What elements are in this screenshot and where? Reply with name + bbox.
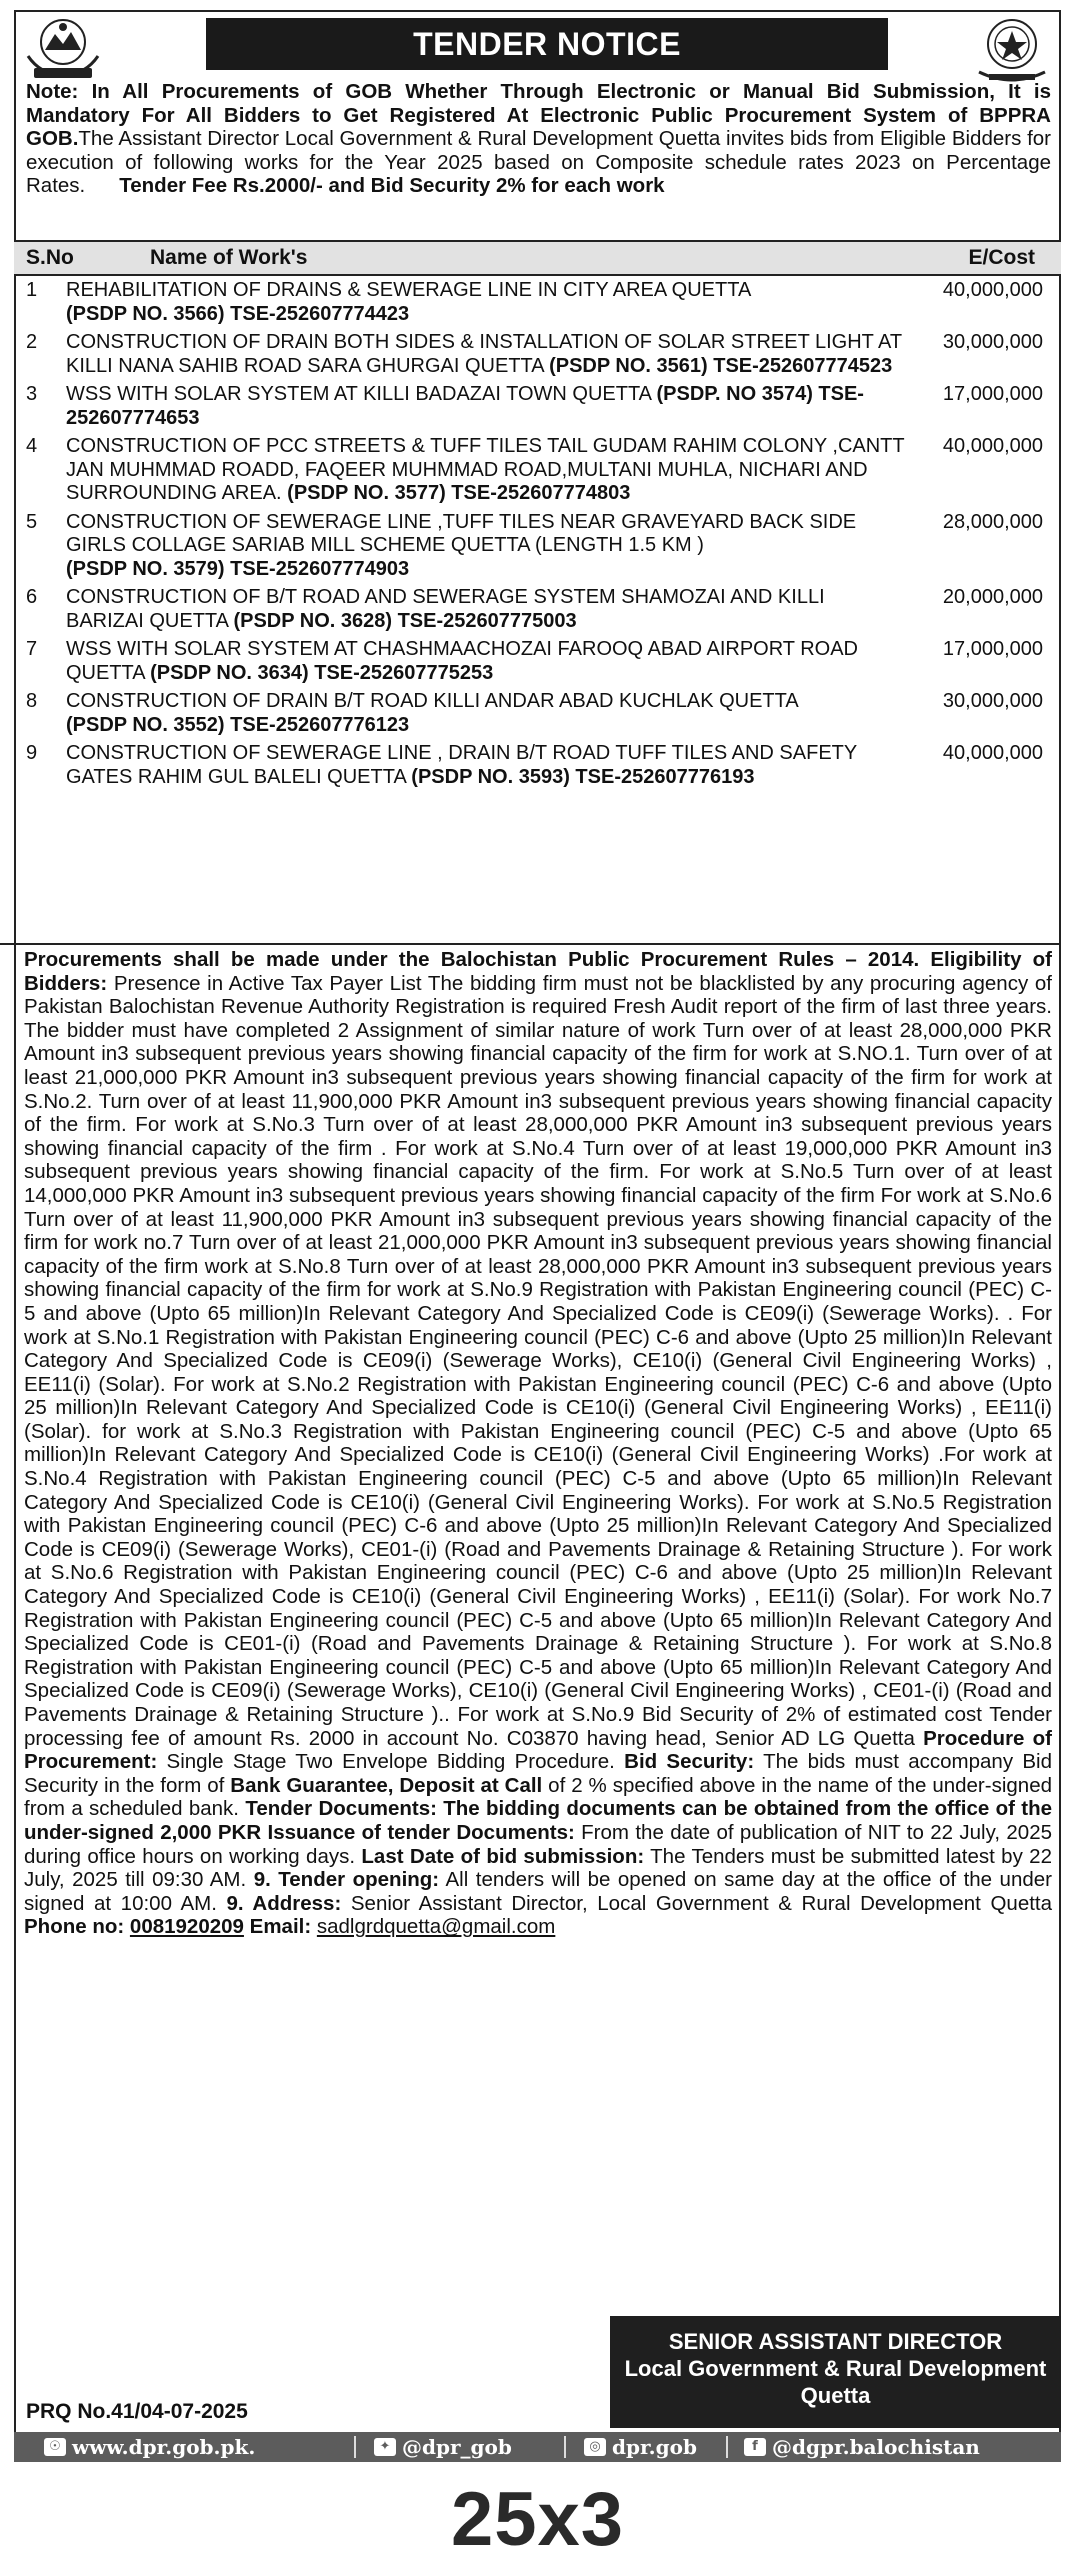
eligibility-text: Presence in Active Tax Payer List The bidding firm must not be blacklisted by any procuring agency of Pakistan Balochistan Revenue Authority Registration is required Fresh Audit report of the firm of last three years. The bidder must have completed 2 Assignment of similar nature of work Turn over of at least 28,000,000 PKR Amount in3 subsequent previous years showing financial capacity of the firm for work at S.NO.1. Turn over of at least 21,000,000 PKR Amount in3 subsequent previous years showing financial capacity of the firm for work at S.No.2. Turn over of at least 11,900,000 PKR Amount in3 subsequent previous years showing financial capacity of the firm. For work at S.No.3 Turn over of at least 28,000,000 PKR Amount in3 subsequent previous years showing financial capacity of the firm . For work at S.No.4 Turn over of at least 19,000,000 PKR Amount in3 subsequent previous years showing financial capacity of the firm. For work at S.No.5 Turn over of at least 14,000,000 PKR Amount in3 subsequent previous years showing financial capacity of the firm For work at S.No.6 Turn over of at least 11,900,000 PKR Amount in3 subsequent previous years showing financial capacity of the firm for work no.7 Turn over of at least 21,000,000 PKR Amount in3 subsequent previous years showing financial capacity of the firm work at S.No.8 Turn over of at least 28,000,000 PKR Amount in3 subsequent previous years showing financial capacity of the firm for work at S.No.9 Registration with Pakistan Engineering council (PEC) C-5 and above (Upto 65 million)In Relevant Category And Specialized Code is CE09(i) (Sewerage Works). . For work at S.No.1 Registration with Pakistan Engineering council (PEC) C-6 and above (Upto 25 million)In Relevant Category And Specialized Code is CE09(i) (Sewerage Works), CE10(i) (General Civil Engineering Works) , EE11(i) (Solar). For work at S.No.2 Registration with Pakistan Engineering council (PEC) C-6 and above (Upto 25 million)In Relevant Category And Specialized Code is CE10(i) (General Civil Engineering Works) , EE11(i) (Solar). for work at S.No.3 Registration with Pakistan Engineering council (PEC) C-5 and above (Upto 65 million)In Relevant Category And Specialized Code is CE10(i) (General Civil Engineering Works) .For work at S.No.4 Registration with Pakistan Engineering council (PEC) C-5 and above (Upto 65 million)In Relevant Category And Specialized Code is CE10(i) (General Civil Engineering Works). For work at S.No.5 Registration with Pakistan Engineering council (PEC) C-6 and above (Upto 25 million)In Relevant Category And Specialized Code is CE09(i) (Sewerage Works), CE01-(i) (Road and Pavements Drainage & Retaining Structure ). For work at S.No.6 Registration with Pakistan Engineering council (PEC) C-6 and above (Upto 25 million)In Relevant Category And Specialized Code is CE10(i) (General Civil Engineering Works) , EE11(i) (Solar). For work No.7 Registration with Pakistan Engineering council (PEC) C-5 and above (Upto 65 million)In Relevant Category And Specialized Code is CE01-(i) (Road and Pavements Drainage & Retaining Structure ). For work at S.No.8 Registration with Pakistan Engineering council (PEC) C-5 and above (Upto 65 million)In Relevant Category And Specialized Code is CE09(i) (Sewerage Works), CE10(i) (General Civil Engineering Works) , CE01-(i) (Road and Pavements Drainage & Retaining Structure ).. For work at S.No.9 Bid Security of 2% of estimated cost Tender processing fee of amount Rs. 2000 in account No. C03870 having head, Senior AD LG Quetta: [24, 971, 1052, 1750]
row-cost: 40,000,000: [942, 279, 1043, 301]
last-date-label: Last Date of bid submission:: [361, 1844, 645, 1868]
documents-heading: Tender Documents: The bidding documents can be obtained from the office of the under-signed 2,000 PKR Issuance of tender Documents:: [24, 1797, 1052, 1844]
government-seal-right-icon: [969, 12, 1055, 86]
email-label: Email:: [249, 1915, 312, 1939]
header-cost: E/Cost: [968, 246, 1035, 269]
row-sno: 2: [26, 331, 38, 353]
row-cost: 40,000,000: [942, 435, 1043, 457]
row-work-text: WSS WITH SOLAR SYSTEM AT CHASHMAACHOZAI FAROOQ ABAD AIRPORT ROAD QUETTA: [66, 638, 858, 684]
ad-size-label: 25x3: [450, 2477, 625, 2562]
terms-paragraph: [24, 948, 1052, 1939]
balochistan-emblem-left-icon: [20, 12, 106, 86]
twitter-text: @dpr_gob: [402, 2435, 512, 2459]
intro-text: The Assistant Director Local Government & Rural Development Quetta invites bids from Eligible Bidders for execution of following works for the Year 2025 based on Composite schedule rates 2023 on Percentage Rates.: [26, 127, 1051, 197]
intro-paragraph: [26, 80, 1051, 198]
works-table: [14, 240, 1061, 791]
footer-instagram[interactable]: [584, 2435, 697, 2459]
procedure-label: Procedure of Procurement:: [24, 1726, 1052, 1774]
row-sno: 7: [26, 638, 38, 660]
footer-website[interactable]: [44, 2435, 255, 2459]
signature-city: Quetta: [800, 2383, 871, 2408]
row-sno: 3: [26, 383, 38, 405]
row-ref: (PSDP NO. 3566) TSE-252607774423: [66, 302, 410, 325]
row-cost: 28,000,000: [942, 510, 1043, 533]
table-row: [14, 635, 1061, 687]
procedure-text: Single Stage Two Envelope Bidding Procedure.: [157, 1750, 625, 1774]
documents-text: From the date of publication of NIT to 22 July, 2025 during office hours on working days.: [24, 1820, 1052, 1868]
footer-bar: [14, 2432, 1061, 2462]
row-sno: 9: [26, 742, 38, 764]
last-date-text: The Tenders must be submitted latest by 22 July, 2025 till 09:30 AM.: [24, 1844, 1052, 1892]
row-work-text: CONSTRUCTION OF DRAIN B/T ROAD KILLI ANDAR ABAD KUCHLAK QUETTA: [66, 690, 799, 712]
footer-facebook[interactable]: [744, 2435, 980, 2459]
prq-number: PRQ No.41/04-07-2025: [26, 2400, 248, 2423]
address-label: 9. Address:: [226, 1891, 342, 1915]
row-sno: 8: [26, 690, 38, 712]
row-work-text: CONSTRUCTION OF PCC STREETS & TUFF TILES TAIL GUDAM RAHIM COLONY ,CANTT JAN MUHMMAD ROADD, FAQEER MUHMMAD ROAD,MULTANI MUHLA, NICHARI AND SURROUNDING AREA.: [66, 435, 905, 504]
table-rows: [14, 276, 1061, 791]
eligibility-heading: Procurements shall be made under the Balochistan Public Procurement Rules – 2014. Eligibility of Bidders:: [24, 948, 1052, 995]
row-work: [66, 638, 906, 685]
row-sno: 5: [26, 510, 38, 533]
security-text: The bids must accompany Bid Security in the form of: [24, 1750, 1052, 1797]
instagram-icon: ◎: [584, 2438, 606, 2456]
instagram-text: dpr.gob: [612, 2435, 697, 2459]
page-title: TENDER NOTICE: [206, 18, 888, 70]
row-ref: (PSDP NO. 3593) TSE-252607776193: [411, 765, 755, 788]
row-cost: 17,000,000: [942, 638, 1043, 660]
row-cost: 40,000,000: [942, 742, 1043, 764]
email-link[interactable]: sadlgrdquetta@gmail.com: [316, 1915, 556, 1939]
table-row: [14, 583, 1061, 635]
table-row: [14, 739, 1061, 791]
twitter-icon: ✦: [374, 2438, 396, 2456]
table-header: [14, 240, 1061, 276]
footer-separator: [564, 2436, 566, 2458]
row-cost: 30,000,000: [942, 690, 1043, 712]
row-sno: 6: [26, 586, 38, 608]
globe-icon: ☉: [44, 2438, 66, 2456]
table-row: [14, 687, 1061, 739]
opening-text: All tenders will be opened on same day at the office of the under signed at 10:00 AM.: [24, 1868, 1052, 1915]
intro-note: Note: In All Procurements of GOB Whether Through Electronic or Manual Bid Submission, It is Mandatory For All Bidders to Get Registered At Electronic Public Procurement System of BPPRA GOB.: [26, 80, 1051, 150]
security-bold: Bank Guarantee, Deposit at Call: [230, 1773, 543, 1797]
row-work: [66, 690, 906, 737]
security-text-2: of 2 % specified above in the name of the under-signed from a scheduled bank.: [24, 1773, 1052, 1821]
row-work: [66, 331, 906, 378]
row-work-text: CONSTRUCTION OF B/T ROAD AND SEWERAGE SYSTEM SHAMOZAI AND KILLI BARIZAI QUETTA: [66, 586, 825, 632]
row-sno: 4: [26, 435, 38, 457]
row-ref: (PSDP NO. 3634) TSE-252607775253: [150, 661, 494, 684]
header: [14, 10, 1061, 80]
facebook-icon: f: [744, 2438, 766, 2456]
row-work: [66, 279, 906, 326]
phone-number[interactable]: 0081920209: [129, 1915, 244, 1939]
row-cost: 17,000,000: [942, 383, 1043, 405]
opening-label: 9. Tender opening:: [253, 1868, 440, 1892]
signature-department: Local Government & Rural Development: [624, 2356, 1047, 2381]
row-work: [66, 742, 906, 789]
footer-separator: [354, 2436, 356, 2458]
row-ref: (PSDP NO. 3628) TSE-252607775003: [233, 609, 577, 632]
row-work-text: CONSTRUCTION OF DRAIN BOTH SIDES & INSTALLATION OF SOLAR STREET LIGHT AT KILLI NANA SAHIB ROAD SARA GHURGAI QUETTA: [66, 331, 902, 377]
facebook-text: @dgpr.balochistan: [772, 2435, 980, 2459]
table-row: [14, 328, 1061, 380]
header-sno: S.No: [26, 246, 74, 269]
signature-block: [610, 2316, 1061, 2428]
row-ref: (PSDP NO. 3561) TSE-252607774523: [549, 354, 893, 377]
table-row: [14, 380, 1061, 432]
signature-title: SENIOR ASSISTANT DIRECTOR: [668, 2329, 1003, 2354]
header-name: Name of Work's: [150, 246, 308, 269]
address-text: Senior Assistant Director, Local Government & Rural Development Quetta: [341, 1891, 1053, 1915]
table-row: [14, 432, 1061, 508]
row-cost: 20,000,000: [942, 586, 1043, 608]
row-work-text: WSS WITH SOLAR SYSTEM AT KILLI BADAZAI TOWN QUETTA: [66, 383, 651, 405]
row-ref: (PSDP. NO 3574) TSE-252607774653: [66, 383, 864, 429]
website-text: www.dpr.gob.pk.: [72, 2435, 256, 2459]
phone-label: Phone no:: [24, 1915, 125, 1939]
footer-separator: [726, 2436, 728, 2458]
table-row: [14, 276, 1061, 328]
row-ref: (PSDP NO. 3579) TSE-252607774903: [66, 557, 410, 580]
security-label: Bid Security:: [624, 1750, 755, 1774]
row-work-text: CONSTRUCTION OF SEWERAGE LINE ,TUFF TILES NEAR GRAVEYARD BACK SIDE GIRLS COLLAGE SARIAB MILL SCHEME QUETTA (LENGTH 1.5 KM ): [66, 510, 857, 556]
tender-fee: Tender Fee Rs.2000/- and Bid Security 2% for each work: [119, 174, 665, 197]
footer-twitter[interactable]: [374, 2435, 512, 2459]
section-divider: [0, 943, 1061, 945]
row-work: [66, 435, 906, 506]
table-row: [14, 508, 1061, 584]
row-cost: 30,000,000: [942, 331, 1043, 353]
row-work-text: REHABILITATION OF DRAINS & SEWERAGE LINE IN CITY AREA QUETTA: [66, 279, 752, 301]
row-sno: 1: [26, 279, 38, 301]
row-work: [66, 586, 906, 633]
row-ref: (PSDP NO. 3552) TSE-252607776123: [66, 713, 410, 736]
row-work: [66, 383, 906, 430]
row-work: [66, 511, 906, 582]
row-work-text: CONSTRUCTION OF SEWERAGE LINE , DRAIN B/T ROAD TUFF TILES AND SAFETY GATES RAHIM GUL BALELI QUETTA: [66, 742, 857, 788]
row-ref: (PSDP NO. 3577) TSE-252607774803: [287, 482, 631, 504]
